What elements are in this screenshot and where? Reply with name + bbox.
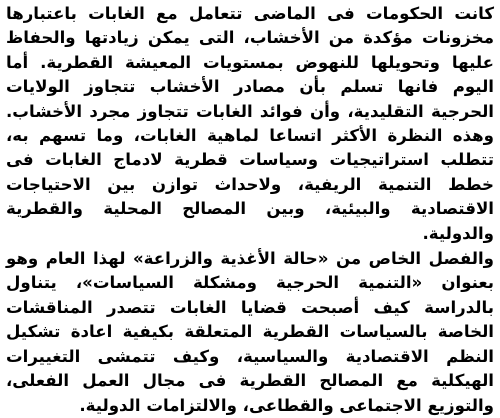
paragraph-forests-policy-intro: كانت الحكومات فى الماضى تتعامل مع الغابات باعتبارها مخزونات مؤكدة من الأخشاب، التى يمكن زيادتها والحفاظ عليها وتحويلها للنهوض بمستويات المعيشة القطرية. أما اليوم فانها تسلم بأن مصادر الأخشاب تتجاوز الولايات الحرجية التقليدية، وأن فوائد الغابات تتجاوز مجرد الأخشاب. وهذه النظرة الأكثر اتساعا لماهية الغابات، وما تسهم به، تتطلب استراتيجيات وسياسات قطرية لادماج الغابات فى خطط التنمية الريفية، ولاحداث توازن بين الاحتياجات الاقتصادية والبيئية، وبين المصالح المحلية والقطرية والدولية. xyxy=(6,4,494,243)
paragraph-special-chapter: والفصل الخاص من «حالة الأغذية والزراعة» لهذا العام وهو بعنوان «التنمية الحرجية ومشكلة السياسات»، يتناول بالدراسة كيف أصبحت قضايا الغابات تتصدر المناقشات الخاصة بالسياسات القطرية المتعلقة بكيفية اعادة تشكيل النظم الاقتصادية والسياسية، وكيف تتمشى التغييرات الهيكلية مع المصالح القطرية فى مجال العمل الفعلى، والتوزيع الاجتماعى والقطاعى، والالتزامات الدولية. xyxy=(6,249,494,415)
